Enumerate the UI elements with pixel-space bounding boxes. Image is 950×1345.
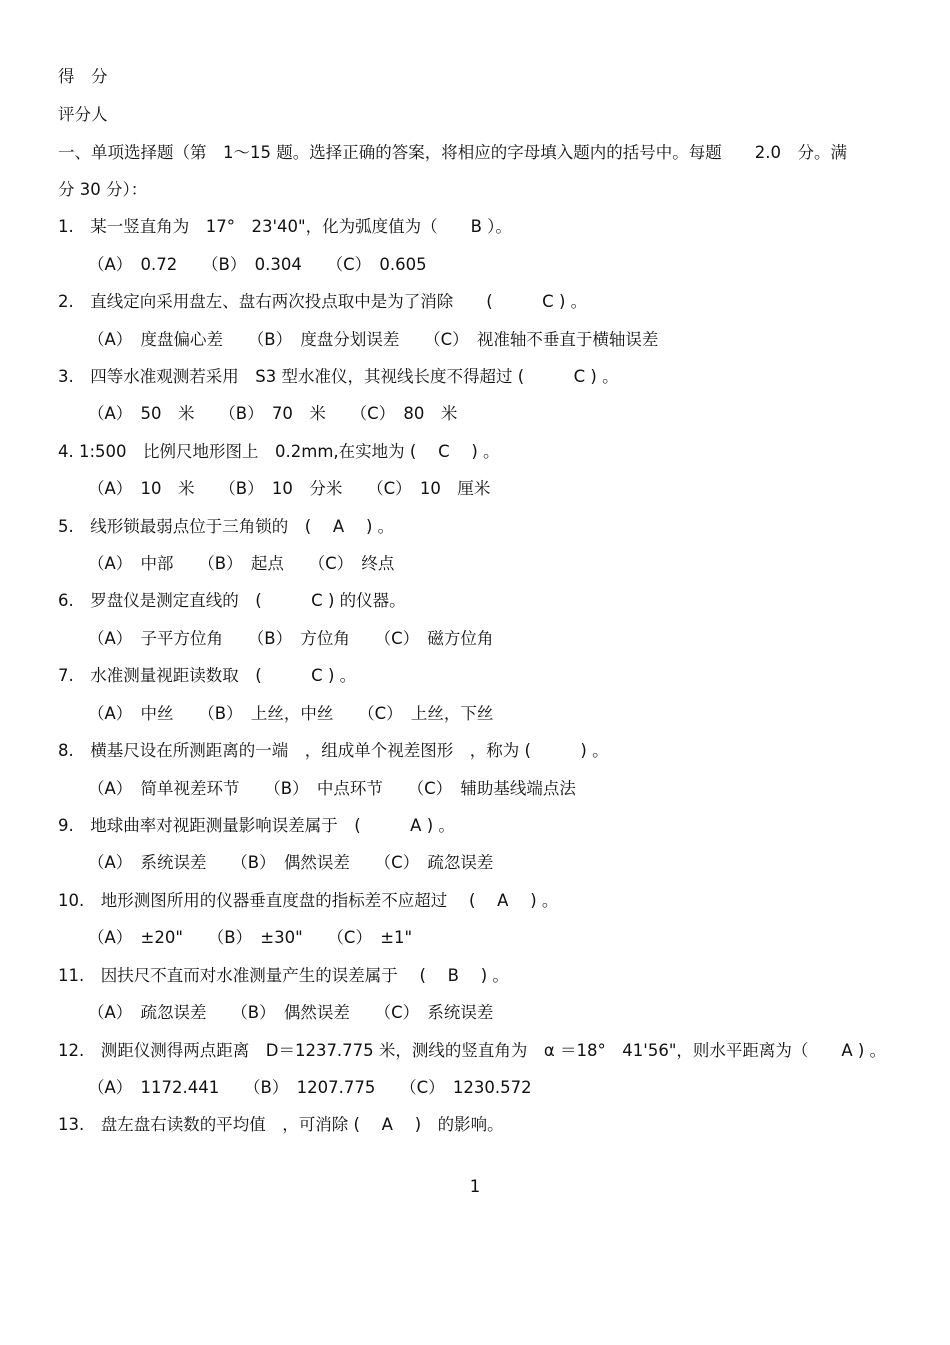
question-stem: 12. 测距仪测得两点距离 D＝1237.775 米，测线的竖直角为 α ＝18° 41'56"，则水平距离为（ A ) 。 [58, 1041, 887, 1060]
question-stem: 7. 水准测量视距读数取 ( C ) 。 [58, 666, 357, 685]
question-stem: 5. 线形锁最弱点位于三角锁的 ( A ) 。 [58, 517, 395, 536]
question-stem: 8. 横基尺设在所测距离的一端 ，组成单个视差图形 ，称为 ( ) 。 [58, 741, 609, 760]
score-label: 得 分 [58, 67, 108, 86]
question-options: （A） ±20" （B） ±30" （C） ±1" [88, 928, 413, 947]
question-stem: 10. 地形测图所用的仪器垂直度盘的指标差不应超过 ( A ) 。 [58, 891, 559, 910]
page-number: 1 [469, 1177, 481, 1196]
question-options: （A） 简单视差环节 （B） 中点环节 （C） 辅助基线端点法 [88, 779, 576, 798]
question-options: （A） 1172.441 （B） 1207.775 （C） 1230.572 [88, 1078, 532, 1097]
question-options: （A） 中部 （B） 起点 （C） 终点 [88, 554, 395, 573]
question-stem: 13. 盘左盘右读数的平均值 ，可消除 ( A ) 的影响。 [58, 1115, 504, 1134]
question-stem: 9. 地球曲率对视距测量影响误差属于 ( A ) 。 [58, 816, 455, 835]
question-options: （A） 0.72 （B） 0.304 （C） 0.605 [88, 255, 427, 274]
question-options: （A） 10 米 （B） 10 分米 （C） 10 厘米 [88, 479, 491, 498]
question-options: （A） 50 米 （B） 70 米 （C） 80 米 [88, 404, 458, 423]
question-stem: 2. 直线定向采用盘左、盘右两次投点取中是为了消除 ( C ) 。 [58, 292, 588, 311]
question-stem: 4. 1:500 比例尺地形图上 0.2mm,在实地为 ( C ) 。 [58, 442, 500, 461]
question-options: （A） 中丝 （B） 上丝，中丝 （C） 上丝，下丝 [88, 704, 494, 723]
question-options: （A） 系统误差 （B） 偶然误差 （C） 疏忽误差 [88, 853, 494, 872]
grader-label: 评分人 [58, 105, 108, 124]
question-options: （A） 度盘偏心差 （B） 度盘分划误差 （C） 视准轴不垂直于横轴误差 [88, 330, 659, 349]
question-stem: 11. 因扶尺不直而对水准测量产生的误差属于 ( B ) 。 [58, 966, 509, 985]
question-stem: 1. 某一竖直角为 17° 23'40"，化为弧度值为（ B ）。 [58, 217, 512, 236]
question-stem: 6. 罗盘仪是测定直线的 ( C ) 的仪器。 [58, 591, 406, 610]
question-stem: 3. 四等水准观测若采用 S3 型水准仪，其视线长度不得超过 ( C ) 。 [58, 367, 619, 386]
section-title-continued: 分 30 分）： [58, 180, 148, 199]
section-title: 一、单项选择题（第 1～15 题。选择正确的答案，将相应的字母填入题内的括号中。每题 2.0 分。满 [58, 143, 847, 162]
question-options: （A） 子平方位角 （B） 方位角 （C） 磁方位角 [88, 629, 494, 648]
question-options: （A） 疏忽误差 （B） 偶然误差 （C） 系统误差 [88, 1003, 494, 1022]
